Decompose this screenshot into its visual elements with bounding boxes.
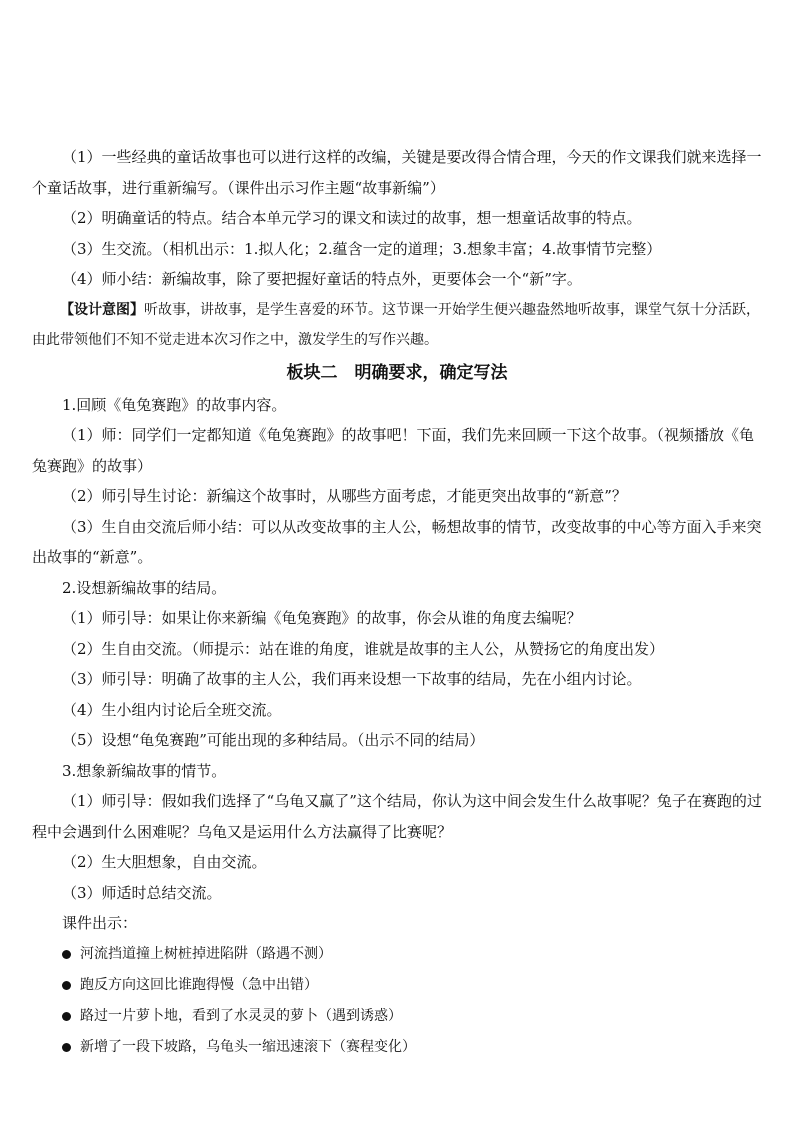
paragraph: （3）生交流。（相机出示：1.拟人化；2.蕴含一定的道理；3.想象丰富；4.故事情节完整） [62, 239, 662, 258]
paragraph: 1.回顾《龟兔赛跑》的故事内容。 [62, 395, 287, 414]
paragraph: （2）生自由交流。（师提示：站在谁的角度，谁就是故事的主人公，从赞扬它的角度出发） [62, 639, 665, 658]
paragraph: （1）师引导：如果让你来新编《龟兔赛跑》的故事，你会从谁的角度去编呢？ [62, 609, 582, 627]
list-item: 新增了一段下坡路，乌龟头一缩迅速滚下（赛程变化） [32, 1032, 762, 1063]
paragraph: 2.设想新编故事的结局。 [62, 578, 227, 597]
bullet-icon [62, 1043, 71, 1052]
paragraph: （5）设想“龟兔赛跑”可能出现的多种结局。（出示不同的结局） [62, 731, 485, 749]
paragraph: （2）生大胆想象，自由交流。 [62, 853, 267, 871]
bullet-icon [62, 981, 71, 990]
paragraph: （1）师：同学们一定都知道《龟兔赛跑》的故事吧！下面，我们先来回顾一下这个故事。（视频播放《龟兔赛跑》的故事） [32, 426, 755, 475]
list-item: 河流挡道撞上树桩掉进陷阱（路遇不测） [32, 939, 762, 970]
paragraph: 3.想象新编故事的情节。 [62, 761, 227, 780]
paragraph: （1）师引导：假如我们选择了“乌龟又赢了”这个结局，你认为这中间会发生什么故事呢？兔子在赛跑的过程中会遇到什么困难呢？乌龟又是运用什么方法赢得了比赛呢？ [32, 792, 762, 841]
paragraph: （4）生小组内讨论后全班交流。 [62, 700, 282, 719]
paragraph: （4）师小结：新编故事，除了要把握好童话的特点外，更要体会一个“新”字。 [62, 270, 582, 288]
paragraph: 课件出示： [62, 914, 138, 932]
design-intent-label: 【设计意图】 [60, 301, 144, 318]
bullet-list [32, 939, 762, 1063]
list-item: 路过一片萝卜地，看到了水灵灵的萝卜（遇到诱惑） [32, 1001, 762, 1032]
paragraph: （3）师引导：明确了故事的主人公，我们再来设想一下故事的结局，先在小组内讨论。 [62, 670, 642, 688]
design-intent [32, 295, 762, 356]
paragraph: （1）一些经典的童话故事也可以进行这样的改编，关键是要改得合情合理，今天的作文课我们就来选择一个童话故事，进行重新编写。（课件出示习作主题“故事新编”） [32, 148, 762, 197]
paragraph: （2）明确童话的特点。结合本单元学习的课文和读过的故事，想一想童话故事的特点。 [62, 209, 642, 227]
list-item: 跑反方向这回比谁跑得慢（急中出错） [32, 970, 762, 1001]
bullet-icon [62, 1012, 71, 1021]
paragraph: （3）师适时总结交流。 [62, 883, 222, 902]
paragraph: （3）生自由交流后师小结：可以从改变故事的主人公，畅想故事的情节，改变故事的中心等方面入手来突出故事的“新意”。 [32, 517, 762, 566]
design-intent-text: 听故事，讲故事，是学生喜爱的环节。这节课一开始学生便兴趣盎然地听故事，课堂气氛十分活跃，由此带领他们不知不觉走进本次习作之中，激发学生的写作兴趣。 [32, 301, 760, 348]
paragraph: （2）师引导生讨论：新编这个故事时，从哪些方面考虑，才能更突出故事的“新意”？ [62, 487, 627, 505]
bullet-icon [62, 950, 71, 959]
section-title: 板块二 明确要求，确定写法 [286, 362, 508, 383]
document-body [32, 142, 762, 1063]
